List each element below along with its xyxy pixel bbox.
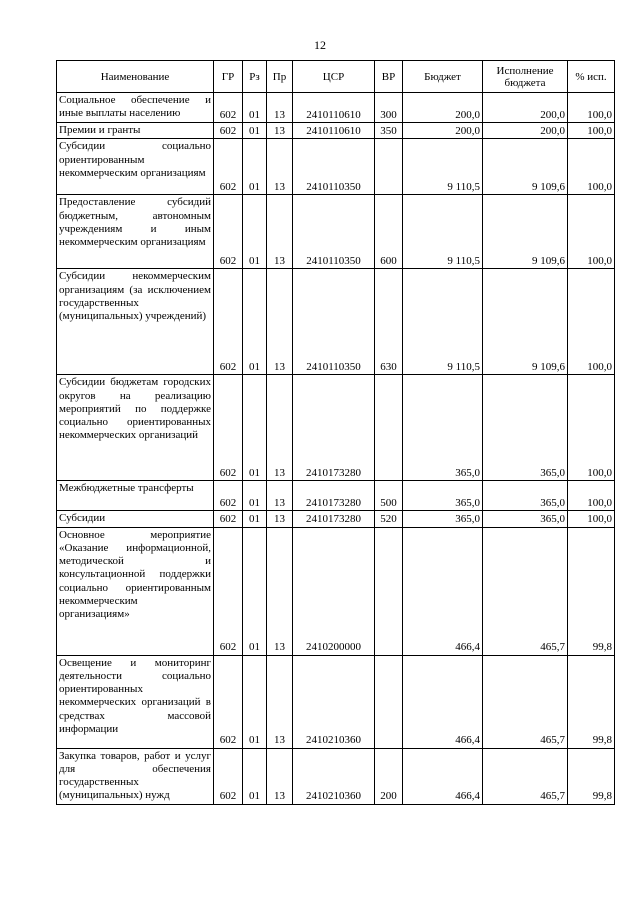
cell-gr: 602 xyxy=(214,93,243,123)
cell-vr xyxy=(375,655,403,748)
cell-gr: 602 xyxy=(214,511,243,527)
table-row xyxy=(57,655,615,748)
cell-name: Субсидии социально ориентированным некоммерческим организациям xyxy=(57,139,214,195)
cell-rz: 01 xyxy=(243,655,267,748)
cell-percent: 99,8 xyxy=(568,748,615,804)
cell-percent: 100,0 xyxy=(568,481,615,511)
cell-percent: 100,0 xyxy=(568,139,615,195)
cell-gr: 602 xyxy=(214,375,243,481)
cell-rz: 01 xyxy=(243,139,267,195)
cell-csr: 2410110350 xyxy=(293,139,375,195)
cell-execution: 200,0 xyxy=(483,123,568,139)
table-row xyxy=(57,481,615,511)
cell-percent: 100,0 xyxy=(568,123,615,139)
cell-rz: 01 xyxy=(243,481,267,511)
table-row xyxy=(57,139,615,195)
cell-name: Премии и гранты xyxy=(57,123,214,139)
table-row xyxy=(57,375,615,481)
cell-pr: 13 xyxy=(267,655,293,748)
cell-execution: 365,0 xyxy=(483,481,568,511)
cell-percent: 99,8 xyxy=(568,655,615,748)
cell-budget: 9 110,5 xyxy=(403,195,483,269)
cell-execution: 465,7 xyxy=(483,748,568,804)
cell-budget: 365,0 xyxy=(403,511,483,527)
cell-vr xyxy=(375,139,403,195)
cell-pr: 13 xyxy=(267,375,293,481)
cell-name: Социальное обеспечение и иные выплаты населению xyxy=(57,93,214,123)
budget-table xyxy=(56,60,615,805)
cell-vr: 200 xyxy=(375,748,403,804)
cell-budget: 200,0 xyxy=(403,93,483,123)
cell-name: Освещение и мониторинг деятельности социально ориентированных некоммерческих организаций в средствах массовой информации xyxy=(57,655,214,748)
cell-vr xyxy=(375,527,403,655)
table-row xyxy=(57,511,615,527)
cell-gr: 602 xyxy=(214,195,243,269)
cell-csr: 2410110350 xyxy=(293,269,375,375)
cell-pr: 13 xyxy=(267,93,293,123)
cell-percent: 100,0 xyxy=(568,269,615,375)
cell-csr: 2410110610 xyxy=(293,93,375,123)
cell-csr: 2410173280 xyxy=(293,481,375,511)
header-execution: Исполнение бюджета xyxy=(483,61,568,93)
header-name: Наименование xyxy=(57,61,214,93)
cell-pr: 13 xyxy=(267,527,293,655)
cell-name: Закупка товаров, работ и услуг для обеспечения государственных (муниципальных) нужд xyxy=(57,748,214,804)
cell-percent: 100,0 xyxy=(568,93,615,123)
table-row xyxy=(57,123,615,139)
cell-name: Субсидии xyxy=(57,511,214,527)
cell-rz: 01 xyxy=(243,195,267,269)
cell-pr: 13 xyxy=(267,511,293,527)
table-row xyxy=(57,93,615,123)
cell-rz: 01 xyxy=(243,269,267,375)
cell-percent: 99,8 xyxy=(568,527,615,655)
cell-gr: 602 xyxy=(214,527,243,655)
cell-vr: 500 xyxy=(375,481,403,511)
cell-pr: 13 xyxy=(267,748,293,804)
header-pr: Пр xyxy=(267,61,293,93)
cell-execution: 9 109,6 xyxy=(483,269,568,375)
cell-name: Межбюджетные трансферты xyxy=(57,481,214,511)
cell-execution: 9 109,6 xyxy=(483,139,568,195)
cell-budget: 365,0 xyxy=(403,481,483,511)
cell-csr: 2410110350 xyxy=(293,195,375,269)
header-rz: Рз xyxy=(243,61,267,93)
cell-name: Субсидии некоммерческим организациям (за исключением государственных (муниципальных) учреждений) xyxy=(57,269,214,375)
cell-budget: 9 110,5 xyxy=(403,139,483,195)
header-percent: % исп. xyxy=(568,61,615,93)
cell-budget: 9 110,5 xyxy=(403,269,483,375)
cell-budget: 466,4 xyxy=(403,655,483,748)
cell-gr: 602 xyxy=(214,481,243,511)
cell-percent: 100,0 xyxy=(568,375,615,481)
cell-csr: 2410173280 xyxy=(293,375,375,481)
cell-csr: 2410173280 xyxy=(293,511,375,527)
cell-csr: 2410210360 xyxy=(293,748,375,804)
header-gr: ГР xyxy=(214,61,243,93)
cell-pr: 13 xyxy=(267,123,293,139)
cell-budget: 466,4 xyxy=(403,748,483,804)
cell-rz: 01 xyxy=(243,511,267,527)
cell-csr: 2410200000 xyxy=(293,527,375,655)
cell-gr: 602 xyxy=(214,655,243,748)
cell-rz: 01 xyxy=(243,527,267,655)
cell-pr: 13 xyxy=(267,195,293,269)
header-budget: Бюджет xyxy=(403,61,483,93)
cell-rz: 01 xyxy=(243,748,267,804)
cell-rz: 01 xyxy=(243,375,267,481)
cell-vr: 630 xyxy=(375,269,403,375)
cell-budget: 365,0 xyxy=(403,375,483,481)
cell-budget: 200,0 xyxy=(403,123,483,139)
cell-execution: 465,7 xyxy=(483,655,568,748)
cell-percent: 100,0 xyxy=(568,511,615,527)
cell-pr: 13 xyxy=(267,269,293,375)
cell-pr: 13 xyxy=(267,139,293,195)
table-row xyxy=(57,527,615,655)
cell-gr: 602 xyxy=(214,748,243,804)
header-vr: ВР xyxy=(375,61,403,93)
cell-rz: 01 xyxy=(243,93,267,123)
cell-vr: 350 xyxy=(375,123,403,139)
cell-name: Основное мероприятие «Оказание информационной, методической и консультационной поддержки социально ориентированным некоммерческим организациям» xyxy=(57,527,214,655)
cell-vr: 600 xyxy=(375,195,403,269)
cell-name: Предоставление субсидий бюджетным, автономным учреждениям и иным некоммерческим организациям xyxy=(57,195,214,269)
page-number: 12 xyxy=(314,38,326,52)
cell-percent: 100,0 xyxy=(568,195,615,269)
cell-csr: 2410110610 xyxy=(293,123,375,139)
cell-gr: 602 xyxy=(214,269,243,375)
cell-rz: 01 xyxy=(243,123,267,139)
cell-vr: 300 xyxy=(375,93,403,123)
cell-gr: 602 xyxy=(214,139,243,195)
cell-gr: 602 xyxy=(214,123,243,139)
header-csr: ЦСР xyxy=(293,61,375,93)
cell-csr: 2410210360 xyxy=(293,655,375,748)
cell-execution: 465,7 xyxy=(483,527,568,655)
cell-pr: 13 xyxy=(267,481,293,511)
table-row xyxy=(57,269,615,375)
table-header-row xyxy=(57,61,615,93)
cell-execution: 200,0 xyxy=(483,93,568,123)
table-row xyxy=(57,195,615,269)
cell-name: Субсидии бюджетам городских округов на реализацию мероприятий по поддержке социально ориентированных некоммерческих организаций xyxy=(57,375,214,481)
cell-execution: 365,0 xyxy=(483,511,568,527)
cell-execution: 9 109,6 xyxy=(483,195,568,269)
cell-execution: 365,0 xyxy=(483,375,568,481)
table-row xyxy=(57,748,615,804)
cell-vr xyxy=(375,375,403,481)
cell-vr: 520 xyxy=(375,511,403,527)
cell-budget: 466,4 xyxy=(403,527,483,655)
